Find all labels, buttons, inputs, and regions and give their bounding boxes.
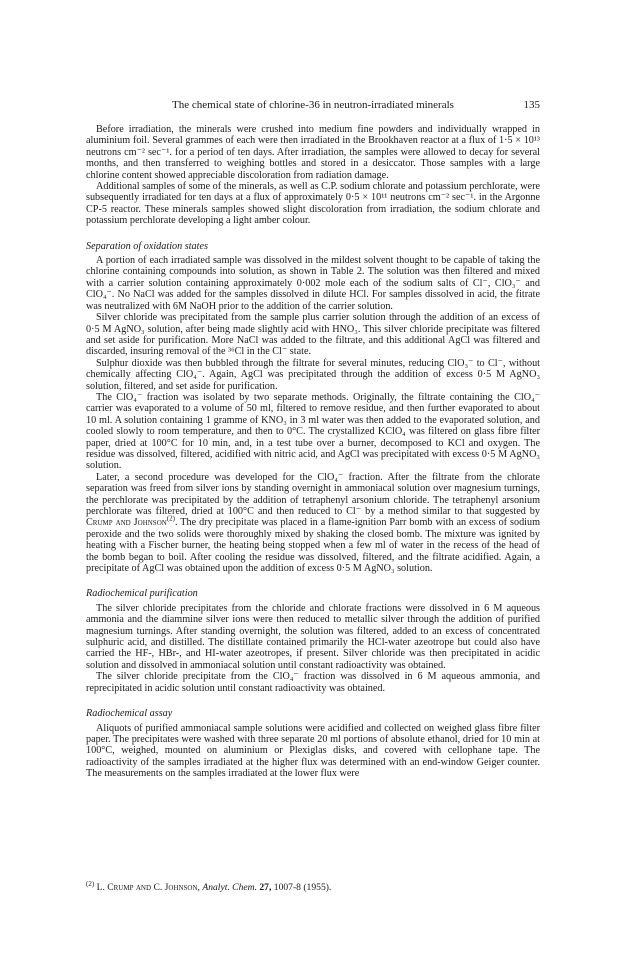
section-heading-separation: Separation of oxidation states	[86, 240, 208, 252]
citation-authors: Crump and Johnson	[86, 517, 167, 529]
page-header	[86, 100, 540, 114]
footnote-marker: (2)	[86, 879, 95, 888]
page-number: 135	[523, 99, 540, 111]
article-body	[86, 124, 540, 780]
paragraph-text: Later, a second procedure was developed for the ClO₄⁻ fraction. After the filtrate from the chlorate separation was freed from silver ions by standing overnight in ammoniacal solution over magnesium turnings, the perchlorate was precipitated by the addition of tetraphenyl arsonium chloride. The tetraphenyl arsonium perchlorate was filtered, dried at 100°C and then reduced to Cl⁻ by a method similar to that suggested by	[86, 471, 540, 517]
paragraph: Aliquots of purified ammoniacal sample solutions were acidified and collected on weighed glass fibre filter paper. The precipitates were washed with three separate 20 ml portions of absolute ethanol, dried for 10 min at 100°C, weighed, mounted on aluminium or Plexiglas disks, and covered with cellophane tape. The radioactivity of the samples irradiated at the higher flux was determined with an end-window Geiger counter. The measurements on the samples irradiated at the lower flux were	[86, 722, 540, 780]
paragraph: Before irradiation, the minerals were crushed into medium fine powders and individually wrapped in aluminium foil. Several grammes of each were then irradiated in the Brookhaven reactor at a flux of 1·5 × 10¹³ neutrons cm⁻² sec⁻¹. for a period of ten days. After irradiation, the samples were allowed to decay for several months, and then transferred to weighing bottles and stored in a desiccator. Those samples with a large chlorine content showed appreciable discoloration from radiation damage.	[86, 124, 540, 181]
footnote-journal: Analyt. Chem.	[202, 882, 257, 893]
paragraph: A portion of each irradiated sample was dissolved in the mildest solvent thought to be capable of taking the chlorine containing compounds into solution, as shown in Table 2. The solution was then filtered and mixed with a carrier solution containing approximately 0·002 mole each of the sodium salts of Cl⁻, ClO₃⁻ and ClO₄⁻. No NaCl was added for the samples dissolved in dilute HCl. For samples dissolved in acid, the fitrate was neutralized with 6M NaOH prior to the addition of the carrier solution.	[86, 255, 540, 312]
paragraph-text: . The dry precipitate was placed in a flame-ignition Parr bomb with an excess of sodium peroxide and the two solids were thoroughly mixed by shaking the closed bomb. The mixture was ignited by heating with a Fischer burner, the heating being stopped when a few ml of water in the recess of the head of the bomb began to boil. After cooling the residue was dissolved, filtered, and the filtrate acidified. Again, a precipitate of AgCl was obtained upon the addition of excess 0·5 M AgNO₃ solution.	[86, 517, 541, 575]
paragraph: The silver chloride precipitate from the ClO₄⁻ fraction was dissolved in 6 M aqueous ammonia, and reprecipitated in acidic solution until constant radioactivity was obtained.	[86, 671, 540, 694]
footnote-pages: 1007-8 (1955).	[273, 882, 332, 893]
paragraph: Silver chloride was precipitated from the sample plus carrier solution through the addition of an excess of 0·5 M AgNO₃ solution, after being made slightly acid with HNO₃. This silver chloride precipitate was filtered and set aside for purification. More NaCl was added to the filtrate, and this additional AgCl was filtered and discarded, insuring removal of the ³⁶Cl in the Cl⁻ state.	[86, 312, 540, 358]
footnote	[86, 879, 540, 893]
running-title: The chemical state of chlorine-36 in neutron-irradiated minerals	[172, 99, 454, 111]
footnote-authors: L. Crump and C. Johnson,	[96, 882, 200, 893]
section-heading-assay: Radiochemical assay	[86, 708, 173, 720]
paragraph: The silver chloride precipitates from the chloride and chlorate fractions were dissolved in 6 M aqueous ammonia and the diammine silver ions were then reduced to metallic silver through the addition of purified magnesium turnings. After standing overnight, the solution was filtered, added to an excess of concentrated sulphuric acid, and distilled. The distillate contained primarily the HCl-water azeotrope but could also have carried the HF-, HBr-, and HI-water azeotropes, if present. Silver chloride was then precipitated in acidic solution and dissolved in ammoniacal solution until constant radioactivity was obtained.	[86, 602, 540, 671]
paragraph: The ClO₄⁻ fraction was isolated by two separate methods. Originally, the filtrate containing the ClO₄⁻ carrier was evaporated to a volume of 50 ml, filtered to remove residue, and then further evaporated to about 10 ml. A solution containing 1 gramme of KNO₃ in 3 ml water was then added to the evaporated solution, and cooled slowly to room temperature, and then to 0°C. The crystallized KClO₄ was filtered on glass fibre filter paper, dried at 100°C for 10 min, and, in a test tube over a burner, decomposed to KCl and oxygen. The residue was dissolved, filtered, acidified with nitric acid, and AgCl was precipitated with excess 0·5 M AgNO₃ solution.	[86, 391, 540, 472]
section-heading-purification: Radiochemical purification	[86, 588, 198, 600]
citation-marker: (2)	[166, 515, 175, 524]
footnote-volume: 27,	[259, 882, 272, 893]
paragraph: Sulphur dioxide was then bubbled through the filtrate for several minutes, reducing ClO₃⁻ to Cl⁻, without chemically affecting ClO₄⁻. Again, AgCl was precipitated through the addition of excess 0·5 M AgNO₃ solution, filtered, and set aside for purification.	[86, 357, 540, 392]
paragraph: Additional samples of some of the minerals, as well as C.P. sodium chlorate and potassium perchlorate, were subsequently irradiated for ten days at a flux of approximately 0·5 × 10¹¹ neutrons cm⁻² sec⁻¹. in the Argonne CP-5 reactor. These minerals samples showed slight discoloration from irradiation, the sodium chlorate and potassium perchlorate developing a light amber colour.	[86, 181, 540, 227]
paragraph	[86, 472, 540, 575]
